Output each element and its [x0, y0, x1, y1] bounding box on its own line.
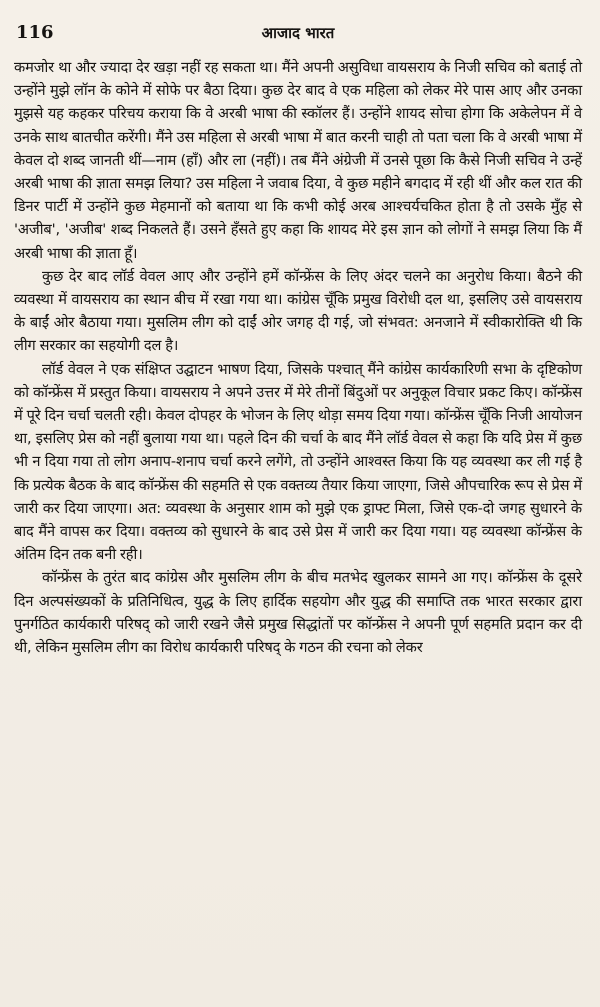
paragraph-3: लॉर्ड वेवल ने एक संक्षिप्त उद्घाटन भाषण दिया, जिसके पश्चात् मैंने कांग्रेस कार्यकारिणी सभा के दृष्टिकोण को कॉन्फ्रेंस में प्रस्तुत किया। वायसराय ने अपने उत्तर में मेरे तीनों बिंदुओं पर अनुकूल विचार प्रकट किए। कॉन्फ्रेंस में पूरे दिन चर्चा चलती रही। केवल दोपहर के भोजन के लिए थोड़ा समय दिया गया। कॉन्फ्रेंस चूँकि निजी आयोजन था, इसलिए प्रेस को नहीं बुलाया गया था। पहले दिन की चर्चा के बाद मैंने लॉर्ड वेवल से कहा कि यदि प्रेस में कुछ भी न दिया गया तो लोग अनाप-शनाप चर्चा करने लगेंगे, तो उन्होंने आश्वस्त किया कि यह व्यवस्था कर ली गई है कि प्रत्येक बैठक के बाद कॉन्फ्रेंस की सहमति से एक वक्तव्य तैयार किया जाएगा, जिसे औपचारिक रूप से प्रेस में जारी कर दिया जाएगा। अत: व्यवस्था के अनुसार शाम को मुझे एक ड्राफ्ट मिला, जिसे एक-दो जगह सुधारने के बाद मैंने वापस कर दिया। वक्तव्य को सुधारने के बाद उसे प्रेस में जारी कर दिया गया। यह व्यवस्था कॉन्फ्रेंस के अंतिम दिन तक बनी रही। [14, 360, 582, 564]
body-text [14, 56, 582, 659]
running-title: आजाद भारत [261, 24, 335, 42]
paragraph-1: कमजोर था और ज्यादा देर खड़ा नहीं रह सकता था। मैंने अपनी असुविधा वायसराय के निजी सचिव को बताई तो उन्होंने मुझे लॉन के कोने में सोफे पर बैठा दिया। कुछ देर बाद वे एक महिला को लेकर मेरे पास आए और उनका मुझसे यह कहकर परिचय कराया कि वे अरबी भाषा की स्कॉलर हैं। उन्होंने शायद सोचा होगा कि अकेलेपन में वे उनके साथ बातचीत करेंगी। मैंने उस महिला से अरबी भाषा में बात करनी चाही तो पता चला कि वे अरबी भाषा में केवल दो शब्द जानती थीं—नाम (हाँ) और ला (नहीं)। तब मैंने अंग्रेजी में उनसे पूछा कि कैसे निजी सचिव ने उन्हें अरबी भाषा की ज्ञाता समझ लिया? उस महिला ने जवाब दिया, वे कुछ महीने बगदाद में रही थीं और कल रात की डिनर पार्टी में उन्होंने कुछ मेहमानों को बताया था कि कभी कोई अरब आश्चर्यचकित होता है तो उसके मुँह से 'अजीब', 'अजीब' शब्द निकलते हैं। उसने हँसते हुए कहा कि शायद मेरे इस ज्ञान को लोगों ने समझ लिया कि मैं अरबी भाषा की ज्ञाता हूँ। [14, 59, 582, 262]
running-header [14, 22, 582, 52]
page-number: 116 [16, 22, 54, 43]
paragraph-4: कॉन्फ्रेंस के तुरंत बाद कांग्रेस और मुसलिम लीग के बीच मतभेद खुलकर सामने आ गए। कॉन्फ्रेंस के दूसरे दिन अल्पसंख्यकों के प्रतिनिधित्व, युद्ध के लिए हार्दिक सहयोग और युद्ध की समाप्ति तक भारत सरकार द्वारा पुनर्गठित कार्यकारी परिषद् को जारी रखने जैसे प्रमुख सिद्धांतों पर कॉन्फ्रेंस ने अपनी पूर्ण सहमति प्रदान कर दी थी, लेकिन मुसलिम लीग का विरोध कार्यकारी परिषद् के गठन की रचना को लेकर [14, 569, 582, 657]
paragraph-2: कुछ देर बाद लॉर्ड वेवल आए और उन्होंने हमें कॉन्फ्रेंस के लिए अंदर चलने का अनुरोध किया। बैठने की व्यवस्था में वायसराय का स्थान बीच में रखा गया था। कांग्रेस चूँकि प्रमुख विरोधी दल था, इसलिए उसे वायसराय के बाईं ओर बैठाया गया। मुसलिम लीग को दाईं ओर जगह दी गई, जो संभवत: अनजाने में स्वीकारोक्ति थी कि लीग सरकार का सहयोगी दल है। [14, 267, 582, 355]
